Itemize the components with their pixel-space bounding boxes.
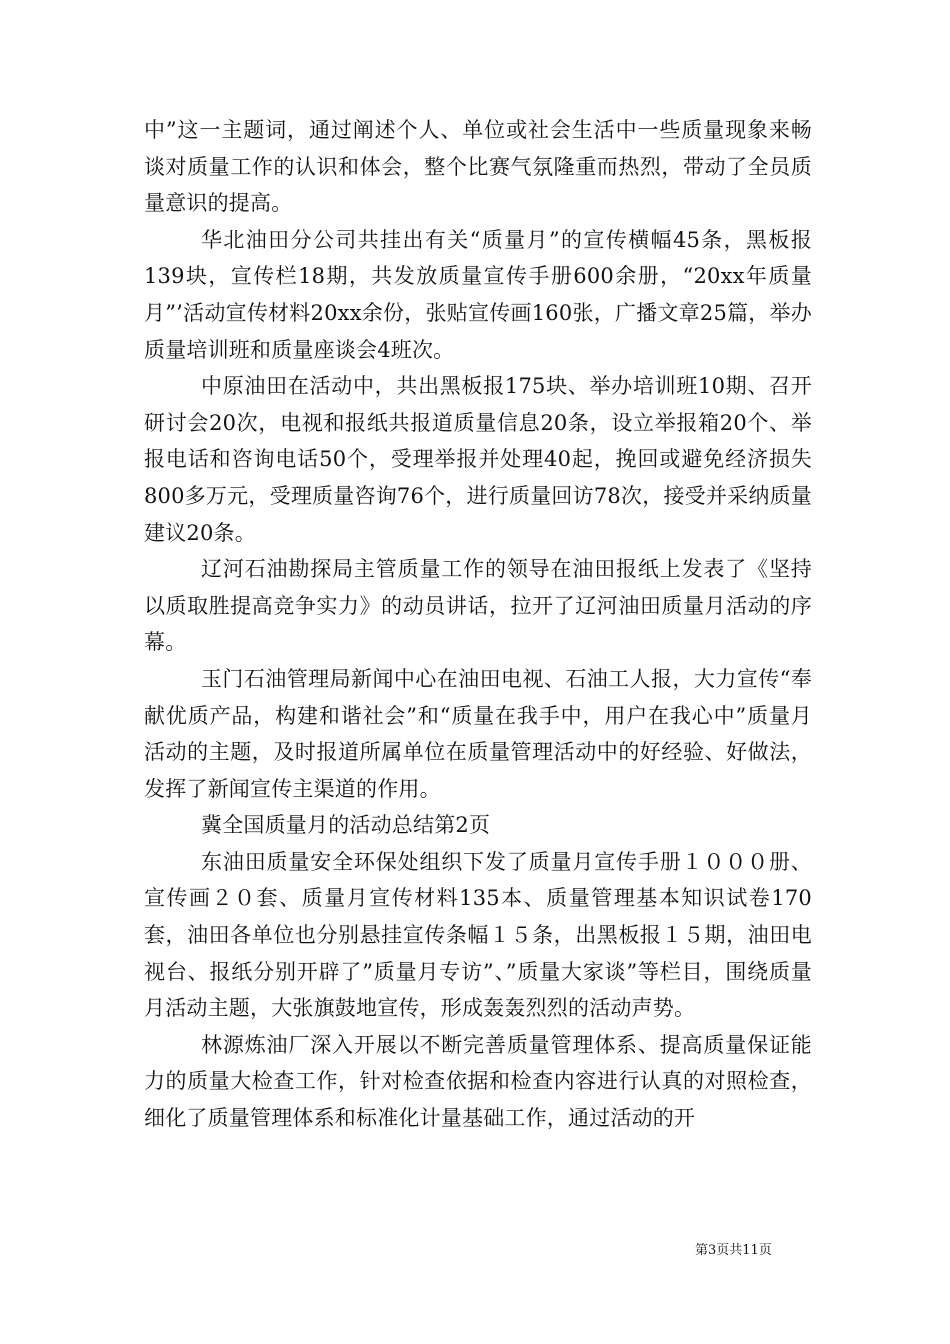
document-body [144,112,812,1137]
paragraph-7: 林源炼油厂深入开展以不断完善质量管理体系、提高质量保证能力的质量大检查工作，针对检查依据和检查内容进行认真的对照检查，细化了质量管理体系和标准化计量基础工作，通过活动的开 [144,1032,812,1131]
paragraph-4: 辽河石油勘探局主管质量工作的领导在油田报纸上发表了《坚持以质取胜提高竞争实力》的动员讲话，拉开了辽河油田质量月活动的序幕。 [144,557,812,655]
paragraph-6: 东油田质量安全环保处组织下发了质量月宣传手册１０００册、宣传画２０套、质量月宣传材料135本、质量管理基本知识试卷170套，油田各单位也分别悬挂宣传条幅１５条，出黑板报１５期，油田电视台、报纸分别开辟了”质量月专访”、”质量大家谈”等栏目，围绕质量月活动主题，大张旗鼓地宣传，形成轰轰烈烈的活动声势。 [144,849,812,1021]
page-number-footer: 第3页共11页 [695,1243,772,1258]
paragraph-5: 玉门石油管理局新闻中心在油田电视、石油工人报，大力宣传“奉献优质产品，构建和谐社会”和“质量在我手中，用户在我心中”质量月活动的主题，及时报道所属单位在质量管理活动中的好经验、好做法，发挥了新闻宣传主渠道的作用。 [144,666,812,801]
section-heading: 冀全国质量月的活动总结第2页 [201,813,491,838]
paragraph-3: 中原油田在活动中，共出黑板报175块、举办培训班10期、召开研讨会20次，电视和报纸共报道质量信息20条，设立举报箱20个、举报电话和咨询电话50个，受理举报并处理40起，挽回或避免经济损失800多万元，受理质量咨询76个，进行质量回访78次，接受并采纳质量建议20条。 [144,374,812,545]
paragraph-1: 中”这一主题词，通过阐述个人、单位或社会生活中一些质量现象来畅谈对质量工作的认识和体会，整个比赛气氛隆重而热烈，带动了全员质量意识的提高。 [144,118,812,216]
paragraph-2: 华北油田分公司共挂出有关“质量月”的宣传横幅45条，黑板报139块，宣传栏18期，共发放质量宣传手册600余册，“20xx年质量月”’活动宣传材料20xx余份，张贴宣传画160张，广播文章25篇，举办质量培训班和质量座谈会4班次。 [144,227,812,362]
